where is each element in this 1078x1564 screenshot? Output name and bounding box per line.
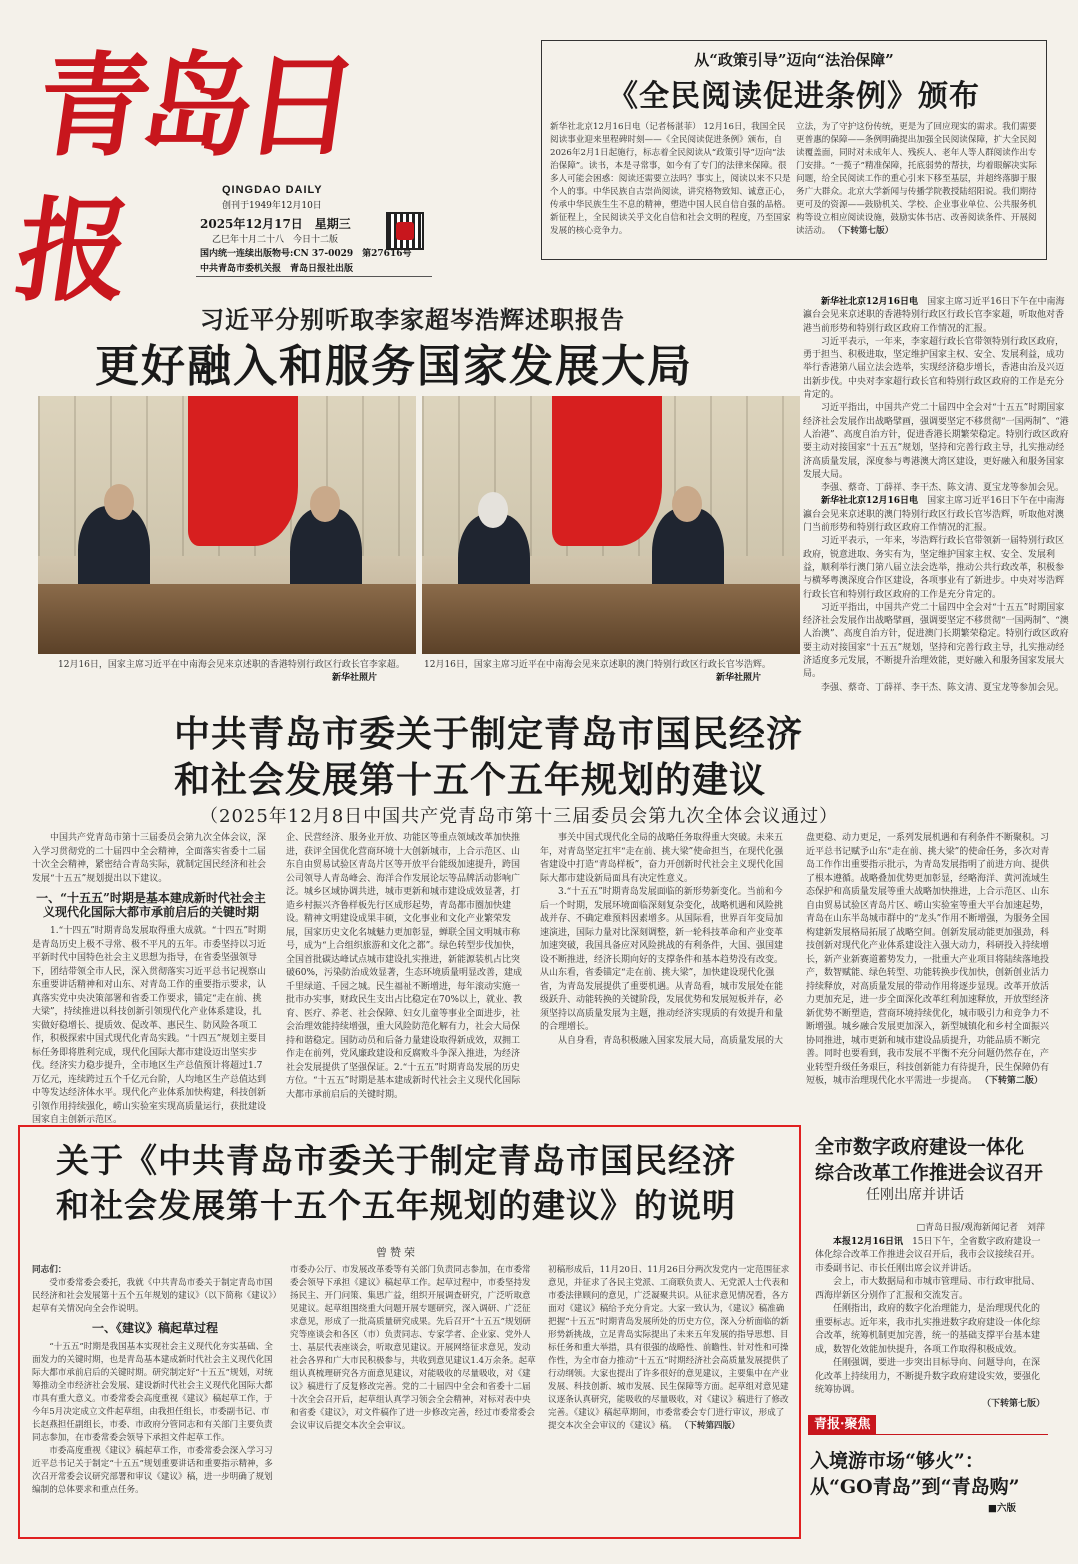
section-heading: 一、“十五五”时期是基本建成新时代社会主义现代化国际大都市承前启后的关键时期 [36, 891, 266, 919]
masthead-logo: 青岛日报 [8, 41, 360, 317]
masthead-english-name: QINGDAO DAILY [222, 184, 323, 196]
paragraph: 1.“十四五”时期青岛发展取得重大成就。“十四五”时期是青岛历史上极不寻常、极不平凡的五年。市委坚持以习近平新时代中国特色社会主义思想为指导，在省委坚强领导下，团结带领全市人民，深入贯彻落实习近平总书记视察山东重要讲话精神和对山东、对青岛工作的重要指示要求，认真落实党中央决策部署和省委工作要求，锚定“走在前、挑大梁”，持续推进以科技创新引领现代化产业体系建设，扎实做好稳增长、提质效、促改革、惠民生、防风险各项工作，积极探索中国式现代化青岛实践。“十四五”规划主要目标任务即将胜利完成，现代化国际大都市建设迈出坚实步伐。经济实力稳步提升，全市地区生产总值预计将超过1.7万亿元，连续跨过五个千亿元台阶，人均地区生产总值达到中等发达经济体水平。现代化产业体系加快构建，科技创新引领作用持续强化，崂山实验室实现高质量运行，获批建设国家自主创新示范区。 [32, 926, 267, 1125]
sidebar-headline-line-1[interactable]: 全市数字政府建设一体化 [815, 1136, 1025, 1158]
story2-column-2: 企、民营经济、服务业开放、功能区等重点领域改革加快推进，获评全国优化营商环境十大创新城市，上合示范区、山东自由贸易试验区青岛片区等开放平台能级加速提升，跨国公司领导人青岛峰会、海洋合作发展论坛等品牌活动影响广泛。城乡区域协调共进，城市更新和城市建设成效显著，打造乡村振兴齐鲁样板先行区成形起势，青岛都市圈加快建设。精神文明建设成果丰硕，文化事业和文化产业繁荣发展，国家历史文化名城魅力更加彰显，蝉联全国文明城市称号，成为“上合组织旅游和文化之都”。绿色转型步伐加快，全国首批碳达峰试点城市建设扎实推进，新能源装机占比突破60%，污染防治成效显著，生态环境质量明显改善，建成千里绿道、千园之城。民生福祉不断增进，每年滚动实施一批市办实事，财政民生支出占比稳定在70%以上，就业、教育、医疗、养老、社会保障、妇女儿童等事业全面进步，社会治理效能持续增强，重大风险防范化解有力，社会大局保持和谐稳定。国防动员和后备力量建设取得新成效，双拥工作走在前列，党风廉政建设和反腐败斗争深入推进，为经济社会发展提供了坚强保证。2.“十五五”时期青岛发展的历史方位。“十五五”时期是基本建成新时代社会主义现代化国际大都市承前启后的关键时期。 [286, 833, 523, 1100]
continued-note: （下转第二版） [979, 1076, 1043, 1086]
paragraph [803, 336, 1069, 402]
issue-date: 2025年12月17日 星期三 [200, 217, 351, 231]
story2-headline-line-1[interactable]: 中共青岛市委关于制定青岛市国民经济 [174, 713, 804, 755]
photo-credit-right: 新华社照片 [716, 673, 762, 683]
photo-credit-left: 新华社照片 [332, 673, 378, 683]
story3-author: 曾赞荣 [376, 1246, 418, 1259]
paragraph [803, 296, 1069, 336]
story2-column-1 [32, 832, 270, 1125]
paragraph-text: 习近平表示，一年来，李家超行政长官带领特别行政区政府，勇于担当、积极进取，坚定维护国家主权、安全、发展利益，成功举行香港第八届立法会选举，实现经济稳步增长，香港由治及兴迈出新步伐。中央对李家超行政长官和特别行政区政府的工作是充分肯定的。 [803, 336, 1065, 401]
paragraph: 中国共产党青岛市第十三届委员会第九次全体会议，深入学习贯彻党的二十届四中全会精神，全面落实省委十二届十次全会精神，紧密结合青岛实际，就制定国民经济和社会发展“十五五”规划提出以下建议。 [32, 833, 267, 884]
story2-column-3 [540, 832, 786, 1048]
paragraph-text: 国家主席习近平16日下午在中南海瀛台会见来京述职的澳门特别行政区行政长官岑浩辉，听取他对澳门当前形势和特别行政区政府工作情况的汇报。 [803, 496, 1065, 534]
paragraph-text: 任刚指出，政府的数字化治理能力，是治理现代化的重要标志。近年来，我市扎实推进数字政府建设一体化综合改革，统筹机制更加完善，统一的基础支撑平台基本建成，数智化效能加快提升，各项工作取得积极成效。 [815, 1304, 1041, 1355]
top-story-box [541, 40, 1047, 260]
paragraph: 从自身看，青岛积极融入国家发展大局，高质量发展的大 [558, 1035, 784, 1046]
continued-note: （下转第七版） [981, 1398, 1045, 1409]
paragraph-text: 任刚强调，要进一步突出目标导向、问题导向，在深化改革上持续用力，不断提升数字政府建设实效，要强化统筹协调。 [815, 1358, 1041, 1395]
paragraph-text: 李强、蔡奇、丁薛祥、李干杰、陈文清、夏宝龙等参加会见。 [821, 682, 1065, 693]
paragraph-text: 李强、蔡奇、丁薛祥、李干杰、陈文清、夏宝龙等参加会见。 [821, 483, 1065, 494]
story3-headline-line-1[interactable]: 关于《中共青岛市委关于制定青岛市国民经济 [56, 1141, 736, 1180]
paragraph [815, 1236, 1045, 1277]
paragraph [803, 495, 1069, 535]
paragraph [803, 482, 1069, 495]
top-story-headline[interactable]: 《全民阅读促进条例》颁布 [608, 79, 980, 114]
photo-caption-left: 12月16日，国家主席习近平在中南海会见来京述职的香港特别行政区行政长官李家超。 [58, 660, 405, 670]
salutation: 同志们： [32, 1265, 67, 1275]
story2-headline-line-2[interactable]: 和社会发展第十五个五年规划的建议 [174, 759, 767, 801]
story3-headline-line-2[interactable]: 和社会发展第十五个五年规划的建议》的说明 [56, 1186, 736, 1225]
story1-subhead: 习近平分别听取李家超岑浩辉述职报告 [200, 305, 625, 334]
story2-column-4-text: 盘更稳、动力更足，一系列发展机遇和有利条件不断聚积。习近平总书记赋予山东“走在前、挑大梁”的使命任务，多次对青岛工作作出重要指示批示，为青岛发展指明了前进方向、提供了根本遵循。战略叠加优势更加彰显，经略海洋、黄河流域生态保护和高质量发展等重大战略加快推进，上合示范区、山东自由贸易试验区青岛片区、崂山实验室等重大平台加速起势，青岛在山东半岛城市群中的“龙头”作用不断增强，为服务全国构建新发展格局拓展了战略空间。创新发展动能更加强劲，科技创新对现代化产业体系建设注入强大动力，科研投入持续增长，新产业新赛道蓄势发力，一批重大产业项目将陆续落地投产，数智赋能、绿色转型、功能转换步伐加快，创新创业活力持续释放，对高质量发展的带动作用将逐步显现。改革开放活力更加充足，进一步全面深化改革红利加速释放，开放型经济新优势不断塑造，营商环境持续优化，城市吸引力和竞争力不断增强。城乡融合发展更加深入，新型城镇化和乡村全面振兴协同推进，城市更新和城市建设品质提升，功能品质不断完善。同时也要看到，我市发展不平衡不充分问题仍然存在，产业转型升级任务艰巨，科技创新能力有待提升，民生保障仍有短板，城市治理现代化水平需进一步提高。 [806, 833, 1050, 1086]
photo-caption-right: 12月16日，国家主席习近平在中南海会见来京述职的澳门特别行政区行政长官岑浩辉。 [424, 660, 771, 670]
paragraph-text: 15日下午，全省数字政府建设一体化综合改革工作推进会议召开后，我市会议接续召开。市委副书记、市长任刚出席会议并讲话。 [815, 1236, 1041, 1274]
sidebar-byline: □青岛日报/观海新闻记者 刘萍 [916, 1223, 1045, 1233]
qr-code-icon [386, 212, 424, 250]
continued-note: （下转第四版） [679, 1421, 740, 1431]
paragraph [803, 402, 1069, 482]
story2-column-4 [806, 832, 1054, 1089]
paragraph [815, 1276, 1045, 1303]
dateline: 本报12月16日讯 [833, 1236, 904, 1247]
paragraph-text: 国家主席习近平16日下午在中南海瀛台会见来京述职的香港特别行政区行政长官李家超，听取他对香港当前形势和特别行政区政府工作情况的汇报。 [803, 297, 1065, 334]
top-story-column-1: 新华社北京12月16日电（记者杨湛菲） 12月16日，我国全民阅读事业迎来里程碑时刻——《全民阅读促进条例》颁布，自2026年2月1日起施行，标志着全民阅读从“政策引导”迈向“法治保障”。读书，本是寻常事，如今有了专门的法律来保障。很多人可能会困惑：阅读还需要立法吗？事实上，阅读以来不只是个人的事。中华民族自古崇尚阅读，讲究格物致知、诚意正心，传承中华民族生生不息的精神，塑造中国人民自信自强的品格。新征程上，全民阅读关乎文化自信和社会文明的程度，乃至国家发展的核心竞争力。 [550, 122, 791, 236]
teaser-headline-line-1[interactable]: 入境游市场“够火”： [810, 1450, 984, 1472]
story3-column-3-text: 初稿形成后，11月20日、11月26日分两次发党内一定范围征求意见，并征求了各民主党派、工商联负责人、无党派人士代表和市委法律顾问的意见，广泛凝聚共识。从征求意见情况看，各方面对《建议》稿给予充分肯定。大家一致认为，《建议》稿准确把握“十五五”时期青岛发展所处的历史方位，深入分析面临的新形势新挑战，立足青岛实际提出了未来五年发展的指导思想、目标任务和重大举措，具有很强的战略性、前瞻性、针对性和可操作性，为全市奋力推动“十五五”时期经济社会高质量发展提供了行动纲领。大家也提出了许多很好的意见建议，主要集中在产业发展、科技创新、城市发展、民生保障等方面。起草组对意见建议逐条认真研究，能吸收的尽量吸收，对《建议》稿进行了修改完善。《建议》稿起草期间，市委常委会专门进行审议，形成了提交本次全会审议的《建议》稿。 [548, 1265, 790, 1431]
paragraph-text: 会上，市大数据局和市城市管理局、市行政审批局、西海岸新区分别作了汇报和交流发言。 [815, 1277, 1041, 1301]
teaser-headline-line-2[interactable]: 从“GO青岛”到“青岛购” [810, 1476, 1020, 1498]
paragraph: 3.“十五五”时期青岛发展面临的新形势新变化。当前和今后一个时期，发展环境面临深刻复杂变化，战略机遇和风险挑战并存、不确定难预料因素增多。从国际看，世界百年变局加速演进，国际力量对比深刻调整，新一轮科技革命和产业变革加速突破，我国具备应对风险挑战的有利条件，大国、强国建设不断推进，经济长期向好的支撑条件和基本趋势没有改变。从山东看，省委锚定“走在前、挑大梁”，加快建设现代化强省，为青岛发展提供了重要机遇。从青岛看，城市发展处在能级跃升、动能转换的关键阶段，发展优势和发展短板并存，必须坚持以高质量发展为主题，推动经济实现质的有效提升和量的合理增长。 [540, 887, 784, 1032]
issn-number: 国内统一连续出版物号:CN 37-0029 第27616号 [200, 249, 412, 259]
paragraph [815, 1357, 1045, 1398]
section-heading: 一、《建议》稿起草过程 [91, 1321, 218, 1335]
masthead-founded: 创刊于1949年12月10日 [222, 201, 322, 211]
sidebar-headline-line-2[interactable]: 综合改革工作推进会议召开 [815, 1162, 1044, 1184]
top-story-kicker: 从“政策引导”迈向“法治保障” [694, 51, 894, 69]
paragraph [803, 535, 1069, 601]
story1-body [803, 296, 1069, 693]
paragraph: 市委高度重视《建议》稿起草工作，市委常委会深入学习习近平总书记关于制定“十五五”规划重要讲话和重要指示精神，多次召开常委会议研究部署和审议《建议》稿，进一步明确了规划编制的总体要求和重点任务。 [32, 1446, 273, 1495]
paragraph [815, 1303, 1045, 1357]
dateline: 新华社北京12月16日电 [821, 496, 919, 507]
paragraph [803, 682, 1069, 695]
lunar-date: 乙巳年十月二十八 今日十二版 [212, 235, 339, 245]
divider [876, 1434, 1048, 1435]
paragraph-text: 习近平指出，中国共产党二十届四中全会对“十五五”时期国家经济社会发展作出战略擘画，强调要坚定不移贯彻“一国两制”、“港人治港”、高度自治方针，促进香港长期繁荣稳定。特别行政区政府要主动对接国家“十五五”规划，坚持和完善行政主导，扎实推动经济高质量发展，深度参与粤港澳大湾区建设，更好融入和服务国家发展大局。 [803, 403, 1069, 480]
divider [196, 276, 432, 277]
continued-note: （下转第七版） [833, 226, 894, 236]
story2-subhead: （2025年12月8日中国共产党青岛市第十三届委员会第九次全体会议通过） [200, 806, 839, 827]
paragraph [803, 602, 1069, 682]
top-story-column-2 [796, 121, 1038, 238]
top-story-column-2-text: 立法，为了守护这份传统，更是为了回应现实的需求。我们需要更普惠的保障——条例明确提出加强全民阅读保障，扩大全民阅读覆盖面，同时对未成年人、残疾人、老年人等人群阅读作出专门安排。“一揽子”精准保障，托底弱势的帮扶，均着眼解决实际问题，给全民阅读工作的重心引来下移至基层，并超终落脚于服务广大群众。北京大学新闻与传播学院教授陆绍阳说。我们期待更可及的资源——鼓励机关、学校、企业事业单位、公共服务机构等设立相应阅读设施，鼓励实体书店、改善阅读条件、开展阅读活动。 [796, 122, 1037, 236]
teaser-page-ref[interactable]: ■六版 [988, 1503, 1016, 1514]
paragraph-text: 习近平表示，一年来，岑浩辉行政长官带领新一届特别行政区政府，锐意进取、务实有为，坚定维护国家主权、安全、发展利益，顺利举行澳门第八届立法会选举，推动公共行政改革，积极参与横琴粤澳深度合作区建设，各项事业有了新进步。中央对岑浩辉行政长官和特别行政区政府的工作是充分肯定的。 [803, 536, 1065, 600]
publisher-line: 中共青岛市委机关报 青岛日报社出版 [200, 264, 354, 274]
photo-hong-kong-meeting [38, 396, 416, 654]
paragraph: 事关中国式现代化全局的战略任务取得重大突破。未来五年，对青岛坚定扛牢“走在前、挑大梁”使命担当，在现代化强省建设中打造“青岛样板”，奋力开创新时代社会主义现代化国际大都市建设新局面具有决定性意义。 [540, 833, 784, 884]
paragraph: 受市委常委会委托，我就《中共青岛市委关于制定青岛市国民经济和社会发展第十五个五年规划的建议》（以下简称《建议》）起草有关情况向全会作说明。 [32, 1278, 277, 1314]
photo-macao-meeting [422, 396, 800, 654]
paragraph-text: 习近平指出，中国共产党二十届四中全会对“十五五”时期国家经济社会发展作出战略擘画，强调要坚定不移贯彻“一国两制”、“澳人治澳”、高度自治方针，促进澳门长期繁荣稳定。特别行政区政府要主动对接国家“十五五”规划，坚持和完善行政主导，扎实推动经济适度多元发展，不断提升治理效能，更好融入和服务国家发展大局。 [803, 602, 1069, 680]
paragraph: “十五五”时期是我国基本实现社会主义现代化夯实基础、全面发力的关键时期，也是青岛基本建成新时代社会主义现代化国际大都市承前启后的关键时期。研究制定好“十五五”规划，对统筹推动全市经济社会发展、建设新时代社会主义现代化国际大都市具有重大意义。市委常委会高度重视《建议》稿起草工作，于今年5月决定成立文件起草组，由我担任组长，市委副书记、市长赵燕担任副组长，市委、市政府分管同志和有关部门主要负责同志参加，在市委常委会领导下承担文件起草工作。 [32, 1342, 273, 1443]
story3-column-1 [32, 1264, 278, 1497]
section-tag: 青报·聚焦 [808, 1415, 876, 1435]
story1-headline[interactable]: 更好融入和服务国家发展大局 [95, 341, 693, 392]
sidebar-body [815, 1222, 1045, 1409]
sidebar-subhead: 任刚出席并讲话 [866, 1187, 964, 1203]
story3-column-2: 市委办公厅、市发展改革委等有关部门负责同志参加，在市委常委会领导下承担《建议》稿起草工作。起草过程中，市委坚持发扬民主、开门问策、集思广益，组织开展调查研究，广泛听取意见建议。起草组围绕重大问题开展专题研究，深入调研、广泛征求意见，形成了一批高质量研究成果。先后召开“十五五”规划研究等座谈会和各区（市）负责同志、专家学者、企业家、党外人士、基层代表座谈会，听取意见建议。开展网络征求意见，发动社会各界和广大市民积极参与，共收到意见建议1.4万余条。起草组认真梳理研究各方面意见建议，对能吸收的尽量吸收，对《建议》稿进行了反复修改完善。党的二十届四中全会和省委十二届十次全会召开后，起草组认真学习领会全会精神，对标对表中央和省委《建议》，对文件稿作了进一步修改完善，经过市委常委会会议审议后提交本次全会审议。 [290, 1265, 536, 1431]
dateline: 新华社北京12月16日电 [821, 297, 919, 307]
sidebar-paragraphs [815, 1236, 1045, 1398]
story3-column-3 [548, 1264, 792, 1433]
